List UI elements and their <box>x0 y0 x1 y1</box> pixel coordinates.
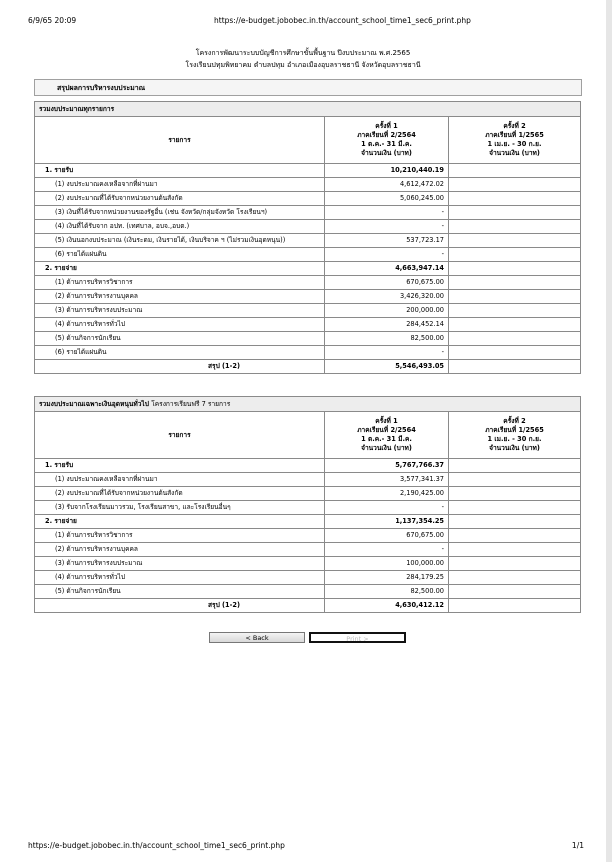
expense-item-row <box>35 276 581 290</box>
expense-item-amount-term1: - <box>325 346 449 360</box>
section-title <box>35 102 581 117</box>
column-header-term2-line: ภาคเรียนที่ 1/2565 <box>485 131 544 139</box>
column-header-term1-line: จำนวนเงิน (บาท) <box>361 444 412 452</box>
expense-item-amount-term2 <box>449 585 581 599</box>
expense-item-label: (3) ด้านการบริหารงบประมาณ <box>35 557 325 571</box>
income-item-amount-term1: 537,723.17 <box>325 234 449 248</box>
income-item-amount-term1: - <box>325 501 449 515</box>
income-item-label: (1) งบประมาณคงเหลือจากที่ผ่านมา <box>35 473 325 487</box>
column-header-term1-line: 1 ต.ค.- 31 มี.ค. <box>361 435 412 443</box>
section-title <box>35 397 581 412</box>
column-header-term1-line: ภาคเรียนที่ 2/2564 <box>357 426 416 434</box>
expense-item-amount-term1: 82,500.00 <box>325 332 449 346</box>
expense-item-label: (1) ด้านการบริหารวิชาการ <box>35 276 325 290</box>
expense-item-label: (2) ด้านการบริหารงานบุคคล <box>35 543 325 557</box>
expense-item-row <box>35 585 581 599</box>
income-item-row <box>35 487 581 501</box>
income-item-amount-term2 <box>449 248 581 262</box>
expense-group-row <box>35 515 581 529</box>
expense-item-label: (2) ด้านการบริหารงานบุคคล <box>35 290 325 304</box>
expense-item-amount-term2 <box>449 290 581 304</box>
summary-row <box>35 599 581 613</box>
summary-total-term2 <box>449 360 581 374</box>
column-header-term2-line: ครั้งที่ 2 <box>503 417 526 425</box>
column-header-term2-line: ภาคเรียนที่ 1/2565 <box>485 426 544 434</box>
document-title-line-1: โครงการพัฒนาระบบบัญชีการศึกษาขั้นพื้นฐาน ปีงบประมาณ พ.ศ.2565 <box>195 49 411 57</box>
expense-item-amount-term2 <box>449 332 581 346</box>
income-item-amount-term2 <box>449 192 581 206</box>
income-total-term1: 10,210,440.19 <box>325 164 449 178</box>
summary-total-term1: 5,546,493.05 <box>325 360 449 374</box>
expense-group-row <box>35 262 581 276</box>
income-item-label: (3) เงินที่ได้รับจากหน่วยงานของรัฐอื่น (เช่น จังหวัด/กลุ่มจังหวัด โรงเรียนฯ) <box>35 206 325 220</box>
expense-item-amount-term2 <box>449 276 581 290</box>
column-header-term2 <box>449 412 581 459</box>
summary-total-term2 <box>449 599 581 613</box>
expense-item-row <box>35 571 581 585</box>
income-item-amount-term1: - <box>325 206 449 220</box>
expense-label: 2. รายจ่าย <box>35 262 325 276</box>
section-title-suffix: โครงการเรียนฟรี 7 รายการ <box>151 399 231 408</box>
expense-item-amount-term1: 284,452.14 <box>325 318 449 332</box>
document-title <box>0 47 606 71</box>
column-header-term1 <box>325 117 449 164</box>
expense-item-row <box>35 332 581 346</box>
footer-page-number: 1/1 <box>571 841 584 850</box>
expense-item-amount-term2 <box>449 543 581 557</box>
expense-item-label: (6) รายได้แผ่นดิน <box>35 346 325 360</box>
column-header-term2-line: ครั้งที่ 2 <box>503 122 526 130</box>
income-label: 1. รายรับ <box>35 164 325 178</box>
income-total-term2 <box>449 459 581 473</box>
expense-item-amount-term1: 670,675.00 <box>325 529 449 543</box>
section-title-row <box>35 397 581 412</box>
income-total-term1: 5,767,766.37 <box>325 459 449 473</box>
income-item-amount-term2 <box>449 220 581 234</box>
print-url: https://e-budget.jobobec.in.th/account_school_time1_sec6_print.php <box>214 16 471 25</box>
expense-item-label: (3) ด้านการบริหารงบประมาณ <box>35 304 325 318</box>
column-header-term2 <box>449 117 581 164</box>
income-item-amount-term2 <box>449 234 581 248</box>
budget-all-items-table <box>34 101 581 374</box>
income-item-amount-term2 <box>449 487 581 501</box>
expense-label: 2. รายจ่าย <box>35 515 325 529</box>
income-item-label: (3) รับจากโรงเรียนมาวรวม, โรงเรียนสาขา, และโรงเรียนอื่นๆ <box>35 501 325 515</box>
expense-total-term1: 1,137,354.25 <box>325 515 449 529</box>
print-date: 6/9/65 20:09 <box>28 16 77 25</box>
column-header-term1-line: 1 ต.ค.- 31 มี.ค. <box>361 140 412 148</box>
income-item-amount-term2 <box>449 206 581 220</box>
income-item-amount-term2 <box>449 178 581 192</box>
column-header-item: รายการ <box>35 117 325 164</box>
income-item-label: (6) รายได้แผ่นดิน <box>35 248 325 262</box>
expense-item-amount-term2 <box>449 557 581 571</box>
income-item-row <box>35 501 581 515</box>
expense-item-label: (4) ด้านการบริหารทั่วไป <box>35 571 325 585</box>
column-header-item: รายการ <box>35 412 325 459</box>
income-item-amount-term1: 3,577,341.37 <box>325 473 449 487</box>
expense-item-amount-term1: 100,000.00 <box>325 557 449 571</box>
expense-item-row <box>35 318 581 332</box>
column-header-term1-line: ครั้งที่ 1 <box>375 417 398 425</box>
column-header-term2-line: จำนวนเงิน (บาท) <box>489 444 540 452</box>
summary-heading-box <box>34 79 582 96</box>
income-item-row <box>35 206 581 220</box>
expense-item-row <box>35 346 581 360</box>
section-title-row <box>35 102 581 117</box>
expense-item-amount-term1: - <box>325 543 449 557</box>
income-item-amount-term1: - <box>325 220 449 234</box>
income-total-term2 <box>449 164 581 178</box>
expense-item-amount-term1: 284,179.25 <box>325 571 449 585</box>
income-item-row <box>35 192 581 206</box>
expense-item-label: (4) ด้านการบริหารทั่วไป <box>35 318 325 332</box>
summary-total-term1: 4,630,412.12 <box>325 599 449 613</box>
income-item-label: (5) เงินนอกงบประมาณ (เงินระดม, เงินรายได้, เงินบริจาค ฯ (ไม่รวมเงินอุดหนุน)) <box>35 234 325 248</box>
income-item-row <box>35 178 581 192</box>
expense-item-row <box>35 543 581 557</box>
expense-item-amount-term2 <box>449 529 581 543</box>
page-edge <box>606 0 612 862</box>
expense-item-label: (1) ด้านการบริหารวิชาการ <box>35 529 325 543</box>
income-item-amount-term1: 5,060,245.00 <box>325 192 449 206</box>
income-item-label: (4) เงินที่ได้รับจาก อปท. (เทศบาล, อบจ.,อบต.) <box>35 220 325 234</box>
income-item-label: (1) งบประมาณคงเหลือจากที่ผ่านมา <box>35 178 325 192</box>
expense-item-row <box>35 557 581 571</box>
expense-item-amount-term1: 200,000.00 <box>325 304 449 318</box>
income-item-amount-term2 <box>449 473 581 487</box>
expense-item-label: (5) ด้านกิจการนักเรียน <box>35 585 325 599</box>
income-item-row <box>35 248 581 262</box>
footer-url: https://e-budget.jobobec.in.th/account_school_time1_sec6_print.php <box>28 841 285 850</box>
column-header-term1-line: ภาคเรียนที่ 2/2564 <box>357 131 416 139</box>
document-title-line-2: โรงเรียนปทุมพิทยาคม ตำบลปทุม อำเภอเมืองอุบลราชธานี จังหวัดอุบลราชธานี <box>185 61 421 69</box>
budget-subsidy-table <box>34 396 581 613</box>
section-title-text: รวมงบประมาณเฉพาะเงินอุดหนุนทั่วไป <box>39 399 149 408</box>
expense-item-label: (5) ด้านกิจการนักเรียน <box>35 332 325 346</box>
income-group-row <box>35 164 581 178</box>
expense-total-term1: 4,663,947.14 <box>325 262 449 276</box>
section-title-text: รวมงบประมาณทุกรายการ <box>39 104 115 113</box>
print-footer <box>28 841 588 851</box>
income-item-row <box>35 473 581 487</box>
income-item-row <box>35 220 581 234</box>
income-item-label: (2) งบประมาณที่ได้รับจากหน่วยงานต้นสังกัด <box>35 192 325 206</box>
income-item-label: (2) งบประมาณที่ได้รับจากหน่วยงานต้นสังกัด <box>35 487 325 501</box>
income-item-amount-term1: - <box>325 248 449 262</box>
column-header-term2-line: 1 เม.ย. - 30 ก.ย. <box>487 435 542 443</box>
column-header-term1-line: จำนวนเงิน (บาท) <box>361 149 412 157</box>
expense-item-amount-term2 <box>449 318 581 332</box>
expense-item-amount-term2 <box>449 571 581 585</box>
income-label: 1. รายรับ <box>35 459 325 473</box>
expense-item-row <box>35 304 581 318</box>
expense-item-amount-term1: 670,675.00 <box>325 276 449 290</box>
column-header-term2-line: จำนวนเงิน (บาท) <box>489 149 540 157</box>
summary-label: สรุป (1-2) <box>35 360 325 374</box>
expense-item-amount-term2 <box>449 346 581 360</box>
income-item-amount-term1: 4,612,472.02 <box>325 178 449 192</box>
expense-item-row <box>35 529 581 543</box>
column-header-term1 <box>325 412 449 459</box>
expense-item-amount-term2 <box>449 304 581 318</box>
back-button[interactable]: < Back <box>209 632 305 643</box>
expense-item-row <box>35 290 581 304</box>
print-button[interactable]: Print > <box>309 632 406 643</box>
income-item-row <box>35 234 581 248</box>
column-header-term2-line: 1 เม.ย. - 30 ก.ย. <box>487 140 542 148</box>
income-group-row <box>35 459 581 473</box>
summary-label: สรุป (1-2) <box>35 599 325 613</box>
summary-row <box>35 360 581 374</box>
column-header-term1-line: ครั้งที่ 1 <box>375 122 398 130</box>
income-item-amount-term1: 2,190,425.00 <box>325 487 449 501</box>
column-header-row <box>35 117 581 164</box>
print-header <box>28 16 566 26</box>
expense-item-amount-term1: 3,426,320.00 <box>325 290 449 304</box>
expense-total-term2 <box>449 515 581 529</box>
summary-heading: สรุปผลการบริหารงบประมาณ <box>57 84 146 92</box>
expense-total-term2 <box>449 262 581 276</box>
expense-item-amount-term1: 82,500.00 <box>325 585 449 599</box>
income-item-amount-term2 <box>449 501 581 515</box>
column-header-row <box>35 412 581 459</box>
